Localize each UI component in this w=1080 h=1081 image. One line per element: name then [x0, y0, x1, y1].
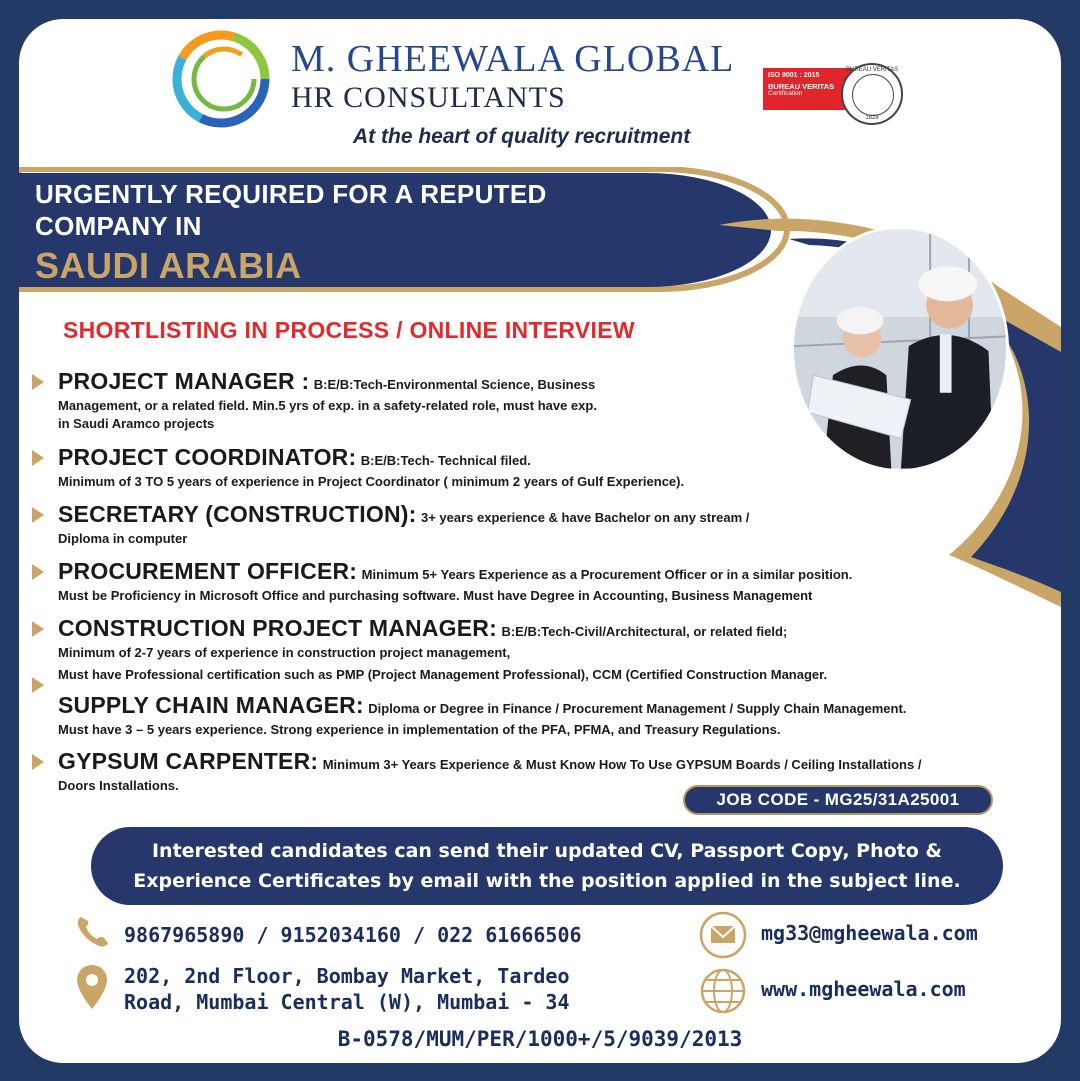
company-name: M. GHEEWALA GLOBAL: [291, 38, 735, 80]
bullet-arrow-icon: [32, 677, 44, 693]
email-link[interactable]: mg33@mgheewala.com: [761, 921, 978, 945]
status-heading: SHORTLISTING IN PROCESS / ONLINE INTERVIEW: [63, 317, 635, 343]
email-icon: [699, 911, 747, 959]
website-link[interactable]: www.mgheewala.com: [761, 977, 966, 1001]
job-title: SUPPLY CHAIN MANAGER:: [58, 692, 364, 718]
job-title: PROCUREMENT OFFICER:: [58, 558, 358, 584]
job-qualification: Diploma or Degree in Finance / Procurement Management / Supply Chain Management.: [368, 701, 907, 716]
job-detail: Must have Professional certification such as PMP (Project Management Professional), CCM (Certified Construction Manager.: [58, 667, 828, 682]
job-detail: in Saudi Aramco projects: [58, 416, 215, 431]
job-detail: Doors Installations.: [58, 778, 179, 793]
phone-numbers[interactable]: 9867965890 / 9152034160 / 022 61666506: [124, 923, 582, 947]
application-instructions: [91, 827, 1003, 905]
company-logo-icon: [171, 29, 271, 129]
job-qualification: B:E/B:Tech-Civil/Architectural, or related field;: [501, 624, 788, 639]
job-detail: Diploma in computer: [58, 531, 188, 546]
seal-top-text: BUREAU VERITAS: [846, 67, 898, 73]
cta-line: Interested candidates can send their updated CV, Passport Copy, Photo &: [151, 840, 942, 862]
job-detail: Management, or a related field. Min.5 yrs of exp. in a safety-related role, must have exp.: [58, 398, 597, 413]
bullet-arrow-icon: [32, 450, 44, 466]
globe-icon: [699, 967, 747, 1015]
location-pin-icon: [75, 963, 109, 1011]
bureau-veritas-seal-icon: [841, 63, 903, 125]
job-qualification: Minimum 5+ Years Experience as a Procurement Officer or in a similar position.: [361, 567, 853, 582]
job-advertisement-card: [19, 19, 1061, 1063]
job-qualification: 3+ years experience & have Bachelor on any stream /: [420, 510, 750, 525]
job-item-procurement-officer: [58, 558, 852, 607]
job-detail: Minimum of 3 TO 5 years of experience in Project Coordinator ( minimum 2 years of Gulf Experience).: [58, 474, 685, 489]
office-address: [124, 963, 570, 1015]
job-item-secretary: [58, 501, 749, 550]
address-line: Road, Mumbai Central (W), Mumbai - 34: [124, 990, 570, 1014]
job-item-construction-project-manager: [58, 615, 827, 686]
job-title: GYPSUM CARPENTER:: [58, 748, 319, 774]
bullet-arrow-icon: [32, 621, 44, 637]
job-detail: Minimum of 2-7 years of experience in construction project management,: [58, 645, 511, 660]
job-item-project-manager: [58, 368, 597, 435]
job-detail: Must be Proficiency in Microsoft Office and purchasing software. Must have Degree in Accounting, Business Management: [58, 588, 813, 603]
job-title: PROJECT MANAGER :: [58, 368, 310, 394]
bullet-arrow-icon: [32, 564, 44, 580]
banner-heading: URGENTLY REQUIRED FOR A REPUTED COMPANY IN: [35, 179, 547, 241]
company-subtitle: HR CONSULTANTS: [291, 81, 566, 114]
job-qualification: B:E/B:Tech-Environmental Science, Business: [313, 377, 596, 392]
job-detail: Must have 3 – 5 years experience. Strong experience in implementation of the PFA, PFMA, and Treasury Regulations.: [58, 722, 781, 737]
job-qualification: Minimum 3+ Years Experience & Must Know How To Use GYPSUM Boards / Ceiling Installations /: [322, 757, 922, 772]
job-qualification: B:E/B:Tech- Technical filed.: [360, 453, 531, 468]
cta-line: Experience Certificates by email with the position applied in the subject line.: [133, 870, 961, 892]
job-title: PROJECT COORDINATOR:: [58, 444, 357, 470]
banner-country: SAUDI ARABIA: [35, 245, 302, 286]
bullet-arrow-icon: [32, 507, 44, 523]
seal-year-text: 1828: [865, 115, 879, 121]
engineers-photo: [791, 226, 1009, 472]
bullet-arrow-icon: [32, 754, 44, 770]
job-code-badge: JOB CODE - MG25/31A25001: [683, 785, 993, 815]
cert-iso-text: ISO 9001 : 2015: [768, 72, 820, 79]
phone-icon: [75, 915, 111, 949]
bullet-arrow-icon: [32, 374, 44, 390]
cert-label-text: Certification: [768, 90, 803, 98]
address-line: 202, 2nd Floor, Bombay Market, Tardeo: [124, 964, 570, 988]
job-title: SECRETARY (CONSTRUCTION):: [58, 501, 417, 527]
job-item-supply-chain-manager: [58, 692, 906, 741]
job-item-project-coordinator: [58, 444, 684, 493]
certification-badge: [763, 68, 853, 110]
cert-org-text: BUREAU VERITAS: [768, 82, 835, 92]
job-title: CONSTRUCTION PROJECT MANAGER:: [58, 615, 497, 641]
license-number: B-0578/MUM/PER/1000+/5/9039/2013: [337, 1027, 743, 1051]
company-tagline: At the heart of quality recruitment: [353, 125, 691, 148]
